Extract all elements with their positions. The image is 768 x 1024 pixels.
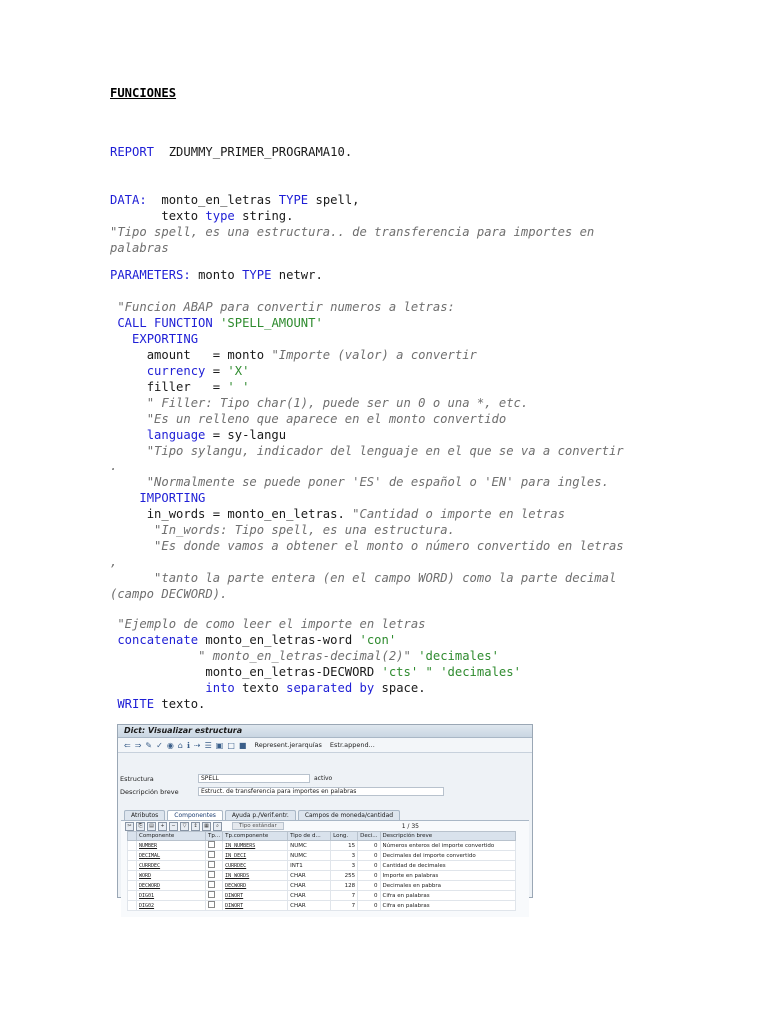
identifier: monto_en_letras <box>161 193 272 207</box>
cell-tp-componente[interactable]: DIWORT <box>223 901 288 911</box>
code-line-language: language = sy-langu <box>146 428 287 442</box>
cell-long: 3 <box>331 851 358 861</box>
col-tp-componente[interactable]: Tp.componente <box>223 832 288 841</box>
row-selector[interactable] <box>128 861 137 871</box>
insert-row-icon[interactable]: + <box>158 822 167 831</box>
row-selector[interactable] <box>128 901 137 911</box>
row-selector[interactable] <box>128 891 137 901</box>
col-tp[interactable]: Tp... <box>206 832 223 841</box>
checkbox[interactable] <box>208 861 215 868</box>
cell-tp[interactable] <box>206 891 223 901</box>
code-line-parameters <box>110 267 323 283</box>
cell-tp-componente[interactable]: IN_WORDS <box>223 871 288 881</box>
cell-tp[interactable] <box>206 841 223 851</box>
cell-long: 7 <box>331 891 358 901</box>
code-line-into <box>110 680 426 696</box>
cell-componente[interactable]: DECIMAL <box>137 851 206 861</box>
identifier: spell, <box>315 193 360 207</box>
code-line-write <box>110 696 205 712</box>
grid-toolbar <box>121 821 529 831</box>
code-comment: "Es donde vamos a obtener el monto o número convertido en letras <box>154 539 624 553</box>
hierarchy-button[interactable]: Represent.jerarquías <box>254 741 322 749</box>
code-comment: "Normalmente se puede poner 'ES' de español o 'EN' para ingles. <box>146 475 609 489</box>
tab-ayuda[interactable]: Ayuda p./Verif.entr. <box>225 810 296 820</box>
tab-campos-moneda[interactable]: Campos de moneda/cantidad <box>298 810 400 820</box>
cell-long: 128 <box>331 881 358 891</box>
cell-deci: 0 <box>358 871 380 881</box>
row-selector[interactable] <box>128 871 137 881</box>
table-row[interactable] <box>128 881 516 891</box>
table-row[interactable] <box>128 841 516 851</box>
code-line-data <box>110 192 360 208</box>
cell-componente[interactable]: DECWORD <box>137 881 206 891</box>
report-name: ZDUMMY_PRIMER_PROGRAMA10. <box>168 145 353 159</box>
code-comment: . <box>110 459 118 473</box>
cell-long: 15 <box>331 841 358 851</box>
table-row[interactable] <box>128 901 516 911</box>
code-comment: "Es un relleno que aparece en el monto convertido <box>146 412 507 426</box>
code-line-call <box>110 315 323 331</box>
keyword: language <box>146 428 206 442</box>
cell-tp-componente[interactable]: DECWORD <box>223 881 288 891</box>
row-selector[interactable] <box>128 851 137 861</box>
code-comment: palabras <box>110 241 169 255</box>
edit-icon[interactable]: ✎ <box>145 740 153 750</box>
copy-icon[interactable]: ⎘ <box>136 822 145 831</box>
cell-deci: 0 <box>358 851 380 861</box>
keyword: PARAMETERS: <box>110 268 191 282</box>
display-icon[interactable]: ▣ <box>215 740 224 750</box>
back-arrow-icon[interactable]: ⇐ <box>124 740 131 750</box>
keyword: WRITE <box>117 697 155 711</box>
cell-deci: 0 <box>358 841 380 851</box>
cell-deci: 0 <box>358 901 380 911</box>
table-row[interactable] <box>128 891 516 901</box>
delete-row-icon[interactable]: − <box>169 822 178 831</box>
description-label: Descripción breve <box>120 787 179 796</box>
code-comment: "Cantidad o importe en letras <box>352 507 565 521</box>
sap-window-title: Dict: Visualizar estructura <box>118 725 532 738</box>
sap-structure-screenshot <box>117 724 533 909</box>
string-literal: 'cts' <box>381 665 419 679</box>
cell-tipo: NUMC <box>288 841 331 851</box>
help-icon[interactable]: ■ <box>238 740 247 750</box>
identifier: monto_en_letras-DECWORD <box>205 665 375 679</box>
code-comment: (campo DECWORD). <box>110 587 228 601</box>
col-componente[interactable]: Componente <box>137 832 206 841</box>
string-literal: 'SPELL_AMOUNT' <box>220 316 323 330</box>
keyword: into <box>205 681 235 695</box>
cell-componente[interactable]: WORD <box>137 871 206 881</box>
window-icon[interactable]: □ <box>227 740 235 750</box>
cell-tp[interactable] <box>206 881 223 891</box>
append-structure-button[interactable]: Estr.append... <box>329 741 375 749</box>
componentes-panel <box>121 820 529 917</box>
string-literal: 'con' <box>359 633 397 647</box>
components-table <box>127 831 516 911</box>
detail-icon[interactable]: ▦ <box>202 822 211 831</box>
code-comment: "Tipo sylangu, indicador del lenguaje en el que se va a convertir <box>146 444 624 458</box>
table-row[interactable] <box>128 851 516 861</box>
col-descripcion[interactable]: Descripción breve <box>380 832 515 841</box>
keyword: separated by <box>286 681 375 695</box>
checkbox[interactable] <box>208 871 215 878</box>
cell-descripcion: Números enteros del importe convertido <box>380 841 515 851</box>
string-literal: ' ' <box>227 380 250 394</box>
cell-long: 7 <box>331 901 358 911</box>
cell-componente[interactable]: DIG01 <box>137 891 206 901</box>
code-line-inwords <box>110 506 565 522</box>
string-literal: 'X' <box>227 364 250 378</box>
code-line-report <box>110 144 352 160</box>
paste-icon[interactable]: ▤ <box>147 822 156 831</box>
description-field[interactable]: Estruct. de transferencia para importes en palabras <box>198 787 444 796</box>
code-line-texto <box>110 208 293 224</box>
cell-tp[interactable] <box>206 851 223 861</box>
filter-icon[interactable]: ▽ <box>180 822 189 831</box>
sap-toolbar <box>118 738 532 753</box>
identifier: amount = monto <box>146 348 265 362</box>
code-comment: "tanto la parte entera (en el campo WORD) como la parte decimal <box>154 571 617 585</box>
col-long[interactable]: Long. <box>331 832 358 841</box>
cell-componente[interactable]: NUMBER <box>137 841 206 851</box>
identifier: texto. <box>161 697 206 711</box>
identifier: texto <box>161 209 199 223</box>
code-line-exporting: EXPORTING <box>132 332 199 346</box>
row-selector[interactable] <box>128 881 137 891</box>
col-deci[interactable]: Deci... <box>358 832 380 841</box>
keyword: concatenate <box>117 633 199 647</box>
code-line-amount <box>110 347 477 363</box>
cell-tp-componente[interactable]: CURRDEC <box>223 861 288 871</box>
code-comment: " monto_en_letras-decimal(2)" <box>198 649 411 663</box>
tab-strip <box>118 810 532 820</box>
keyword: DATA: <box>110 193 147 207</box>
row-selector-header[interactable] <box>128 832 137 841</box>
row-selector[interactable] <box>128 841 137 851</box>
where-used-icon[interactable]: ⌂ <box>177 740 183 750</box>
cut-icon[interactable]: ✂ <box>125 822 134 831</box>
cell-long: 3 <box>331 861 358 871</box>
tab-componentes[interactable]: Componentes <box>167 810 223 820</box>
cell-tp[interactable] <box>206 871 223 881</box>
cell-tipo: INT1 <box>288 861 331 871</box>
cell-tp-componente[interactable]: DIWORT <box>223 891 288 901</box>
identifier: netwr. <box>278 268 323 282</box>
code-comment: "Ejemplo de como leer el importe en letras <box>117 617 426 631</box>
identifier: space. <box>381 681 426 695</box>
cell-deci: 0 <box>358 881 380 891</box>
string-literal: " 'decimales' <box>425 665 521 679</box>
activate-icon[interactable]: ◉ <box>166 740 174 750</box>
identifier: in_words = monto_en_letras. <box>146 507 345 521</box>
cell-descripcion: Decimales en pabbra <box>380 881 515 891</box>
identifier: monto_en_letras-word <box>205 633 353 647</box>
string-literal: 'decimales' <box>418 649 499 663</box>
checkbox[interactable] <box>208 851 215 858</box>
col-tipo-datos[interactable]: Tipo de d... <box>288 832 331 841</box>
check-icon[interactable]: ✓ <box>156 740 163 750</box>
code-line-currency: currency = 'X' <box>146 364 250 378</box>
keyword: REPORT <box>110 145 155 159</box>
table-row[interactable] <box>128 861 516 871</box>
code-comment: "Importe (valor) a convertir <box>271 348 477 362</box>
cell-tipo: CHAR <box>288 871 331 881</box>
estructura-label: Estructura <box>120 774 154 783</box>
cell-tp[interactable] <box>206 861 223 871</box>
estructura-row <box>118 773 532 784</box>
code-comment: " Filler: Tipo char(1), puede ser un 0 o una *, etc. <box>146 396 529 410</box>
estructura-field[interactable]: SPELL <box>198 774 310 783</box>
cell-tipo: NUMC <box>288 851 331 861</box>
cell-tp[interactable] <box>206 901 223 911</box>
identifier: monto <box>198 268 235 282</box>
cell-descripcion: Cifra en palabras <box>380 891 515 901</box>
code-comment: "Funcion ABAP para convertir numeros a letras: <box>117 300 455 314</box>
code-line-concat2 <box>110 648 499 664</box>
checkbox[interactable] <box>208 881 215 888</box>
keyword: currency <box>146 364 206 378</box>
cell-tipo: CHAR <box>288 901 331 911</box>
cell-descripcion: Importe en palabras <box>380 871 515 881</box>
description-row <box>118 786 532 797</box>
code-comment: "Tipo spell, es una estructura.. de transferencia para importes en <box>110 225 595 239</box>
cell-long: 255 <box>331 871 358 881</box>
forward-arrow-icon[interactable]: ⇒ <box>134 740 142 750</box>
code-line-concatenate <box>110 632 396 648</box>
keyword: CALL FUNCTION <box>117 316 213 330</box>
code-comment: , <box>110 555 118 569</box>
cell-deci: 0 <box>358 891 380 901</box>
cell-tp-componente[interactable]: IN_DECI <box>223 851 288 861</box>
cell-tipo: CHAR <box>288 881 331 891</box>
identifier: filler = <box>146 380 221 394</box>
page-heading: FUNCIONES <box>110 86 177 100</box>
cell-deci: 0 <box>358 861 380 871</box>
code-line-importing: IMPORTING <box>139 491 206 505</box>
keyword: TYPE <box>278 193 309 207</box>
code-line-filler <box>110 379 249 395</box>
keyword: type <box>205 209 235 223</box>
cell-tp-componente[interactable]: IN_NUMBERS <box>223 841 288 851</box>
table-row[interactable] <box>128 871 516 881</box>
cell-descripcion: Cifra en palabras <box>380 901 515 911</box>
hierarchy-icon[interactable]: ☰ <box>204 740 212 750</box>
cell-descripcion: Decimales del importe convertido <box>380 851 515 861</box>
info-icon[interactable]: ℹ <box>186 740 190 750</box>
cell-tipo: CHAR <box>288 891 331 901</box>
navigate-icon[interactable]: ⇢ <box>193 740 201 750</box>
keyword: TYPE <box>242 268 272 282</box>
cell-componente[interactable]: CURRDEC <box>137 861 206 871</box>
sort-icon[interactable]: ↕ <box>191 822 200 831</box>
table-header <box>128 832 516 841</box>
checkbox[interactable] <box>208 891 215 898</box>
tipo-estandar-button[interactable]: Tipo estándar <box>232 822 284 830</box>
code-line-concat3 <box>110 664 521 680</box>
identifier: texto <box>242 681 279 695</box>
checkbox[interactable] <box>208 841 215 848</box>
checkbox[interactable] <box>208 901 215 908</box>
tab-atributos[interactable]: Atributos <box>124 810 165 820</box>
search-icon[interactable]: ⌕ <box>213 822 222 831</box>
identifier: string. <box>242 209 294 223</box>
row-counter: 1 / 35 <box>401 822 419 830</box>
code-comment: "In_words: Tipo spell, es una estructura. <box>154 523 455 537</box>
identifier: sy-langu <box>227 428 287 442</box>
estructura-status: activo <box>314 775 333 782</box>
cell-descripcion: Cantidad de decimales <box>380 861 515 871</box>
cell-componente[interactable]: DIG02 <box>137 901 206 911</box>
